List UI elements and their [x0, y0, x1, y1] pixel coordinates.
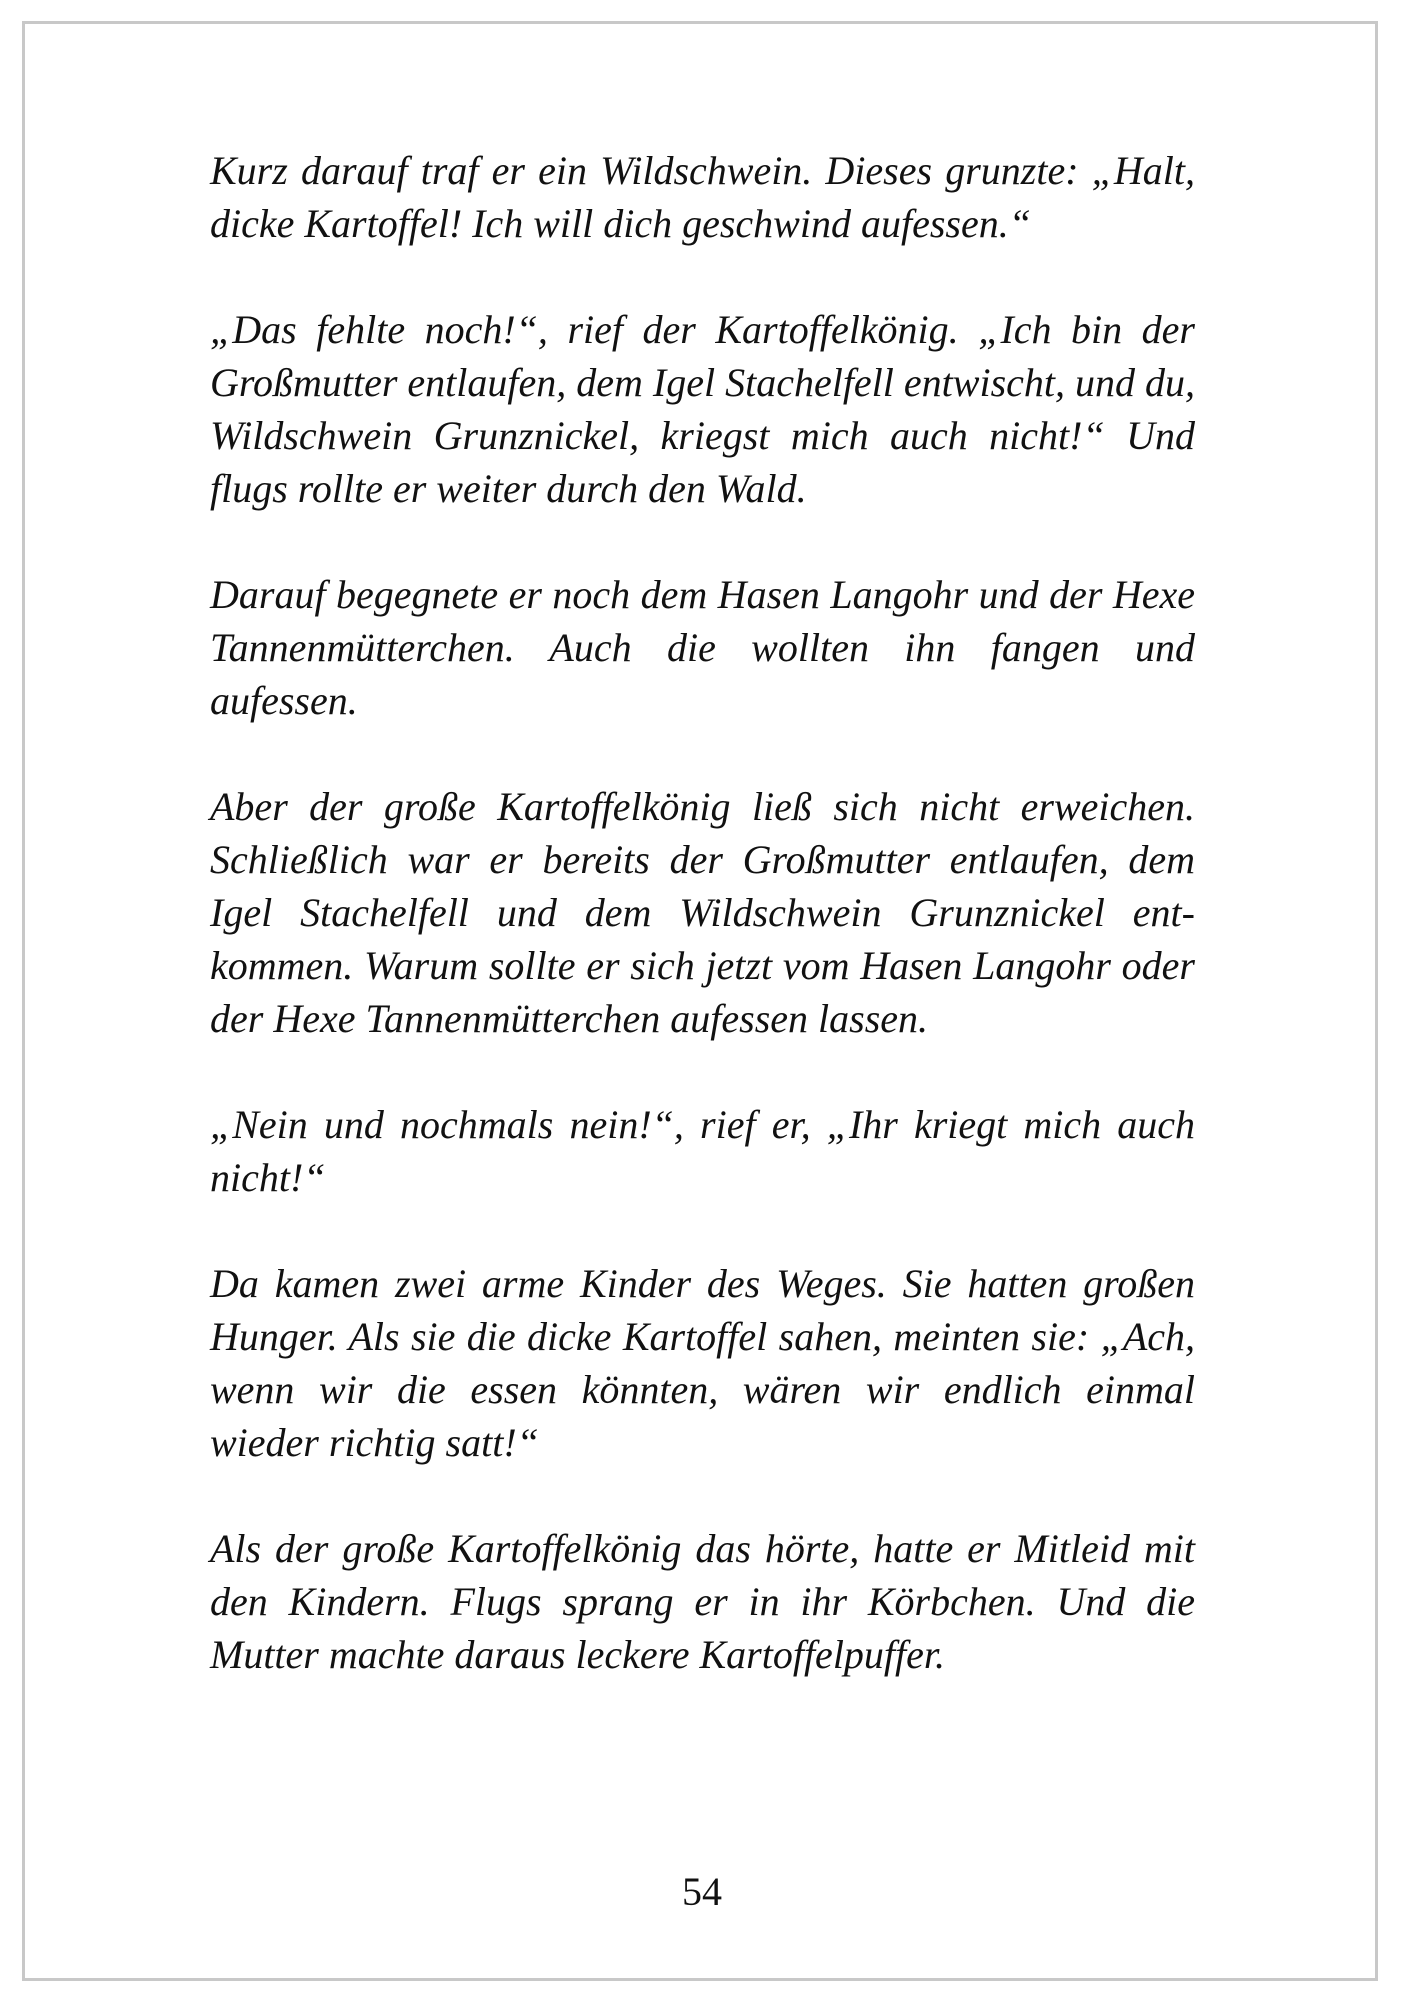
- paragraph-4: Aber der große Kartoffelkönig ließ sich nicht erweichen. Schließlich war er bereits der Großmutter entlaufen, dem Igel Stachelfell und dem Wildschwein Grunznickel entkommen. Warum sollte er sich jetzt vom Hasen Langohr oder der Hexe Tannenmütterchen aufessen lassen.: [210, 784, 1195, 1041]
- paragraph-5: „Nein und nochmals nein!“, rief er, „Ihr kriegt mich auch nicht!“: [210, 1102, 1195, 1200]
- paragraph-2: „Das fehlte noch!“, rief der Kartoffelkönig. „Ich bin der Großmutter entlaufen, dem Igel Stachelfell entwischt, und du, Wildschwein Grunznickel, kriegst mich auch nicht!“ Und flugs rollte er weiter durch den Wald.: [210, 307, 1195, 511]
- page-number: 54: [682, 1869, 722, 1914]
- paragraph-6: Da kamen zwei arme Kinder des Weges. Sie hatten großen Hunger. Als sie die dicke Kartoffel sahen, meinten sie: „Ach, wenn wir die essen könnten, wären wir endlich einmal wieder richtig satt!“: [210, 1261, 1195, 1465]
- story-text: [210, 144, 1195, 1734]
- paragraph-7: Als der große Kartoffelkönig das hörte, hatte er Mitleid mit den Kindern. Flugs sprang er in ihr Körbchen. Und die Mutter machte daraus leckere Kartoffelpuffer.: [210, 1526, 1195, 1677]
- paragraph-1: Kurz darauf traf er ein Wildschwein. Dieses grunzte: „Halt, dicke Kartoffel! Ich will dich geschwind aufessen.“: [210, 148, 1195, 246]
- paragraph-3: Darauf begegnete er noch dem Hasen Langohr und der Hexe Tannenmütterchen. Auch die wollten ihn fangen und aufessen.: [210, 572, 1195, 723]
